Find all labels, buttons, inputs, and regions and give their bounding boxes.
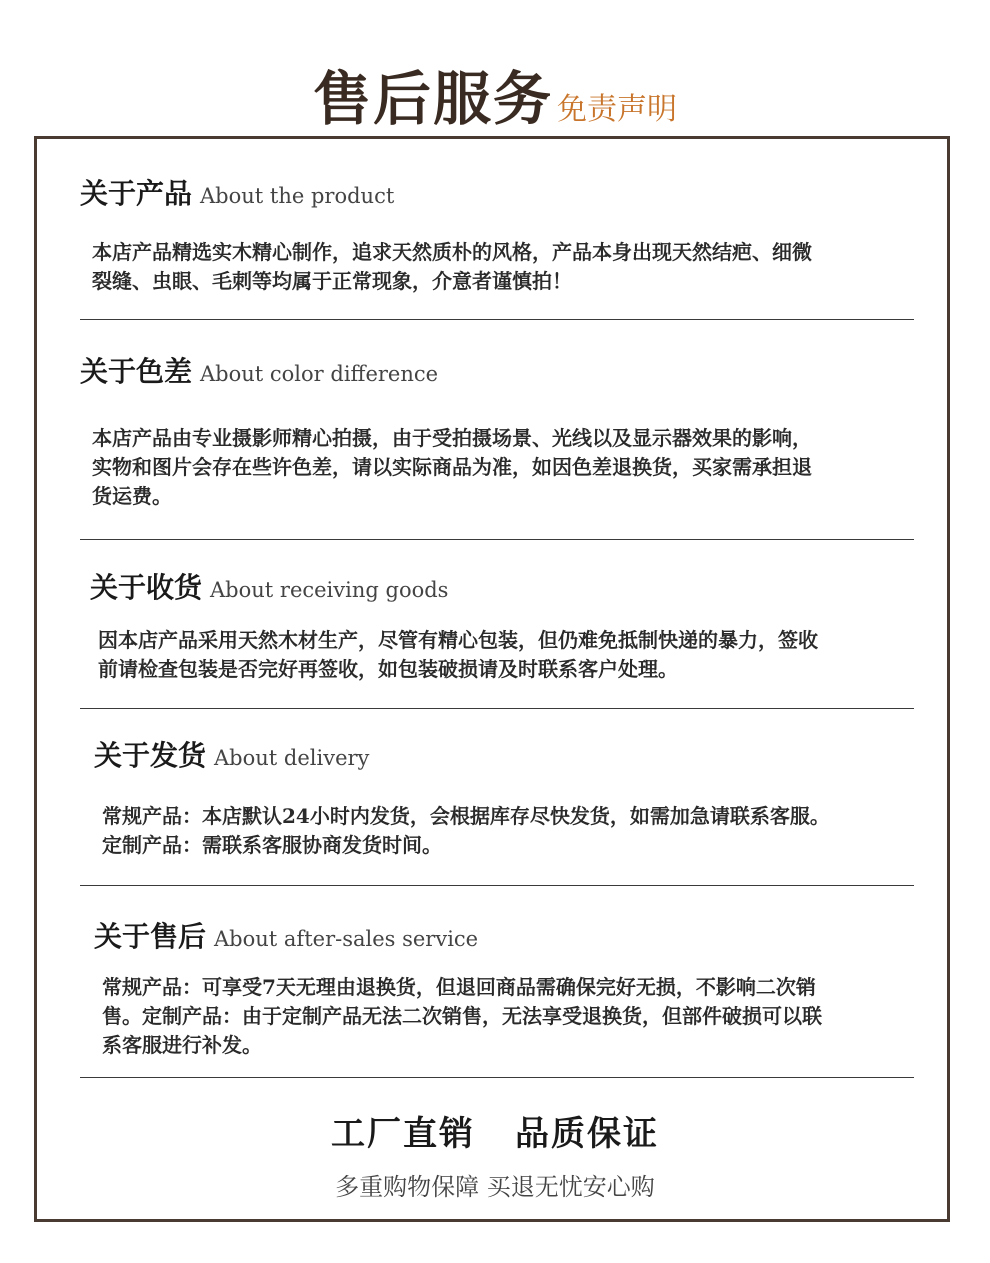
section-body bbox=[80, 238, 914, 296]
section-heading bbox=[80, 172, 914, 212]
body-line: 定制产品：需联系客服协商发货时间。 bbox=[102, 833, 442, 857]
section-title-en: About color difference bbox=[200, 362, 439, 386]
page-subtitle: 免责声明 bbox=[557, 92, 677, 127]
footer-slogan bbox=[0, 1106, 990, 1155]
body-line: 本店产品由专业摄影师精心拍摄，由于受拍摄场景、光线以及显示器效果的影响， bbox=[92, 426, 812, 450]
footer-tagline: 多重购物保障 买退无忧安心购 bbox=[335, 1173, 655, 1201]
section-title-en: About receiving goods bbox=[210, 578, 449, 602]
section-title-cn: 关于收货 bbox=[90, 571, 203, 604]
slogan-left: 工厂直销 bbox=[331, 1114, 475, 1154]
divider bbox=[80, 1077, 914, 1078]
section-title-cn: 关于售后 bbox=[94, 920, 207, 953]
section-title-cn: 关于产品 bbox=[80, 177, 193, 210]
section-receiving-goods bbox=[80, 566, 914, 684]
section-title-cn: 关于色差 bbox=[80, 355, 193, 388]
section-heading bbox=[80, 566, 914, 606]
body-line: 因本店产品采用天然木材生产，尽管有精心包装，但仍难免抵制快递的暴力，签收 bbox=[98, 628, 818, 652]
slogan-right: 品质保证 bbox=[515, 1114, 659, 1154]
section-title-en: About delivery bbox=[214, 746, 370, 770]
section-heading bbox=[80, 734, 914, 774]
body-line: 系客服进行补发。 bbox=[102, 1033, 262, 1057]
divider bbox=[80, 319, 914, 320]
body-line: 本店产品精选实木精心制作，追求天然质朴的风格，产品本身出现天然结疤、细微 bbox=[92, 240, 812, 264]
section-heading bbox=[80, 350, 914, 390]
section-title-en: About after-sales service bbox=[214, 927, 479, 951]
section-body bbox=[80, 802, 914, 860]
body-line: 前请检查包装是否完好再签收，如包装破损请及时联系客户处理。 bbox=[98, 657, 678, 681]
section-heading bbox=[80, 915, 914, 955]
body-line: 常规产品：可享受7天无理由退换货，但退回商品需确保完好无损，不影响二次销 bbox=[102, 975, 816, 999]
body-line: 常规产品：本店默认24小时内发货，会根据库存尽快发货，如需加急请联系客服。 bbox=[102, 804, 830, 828]
divider bbox=[80, 708, 914, 709]
section-body bbox=[80, 424, 914, 511]
body-line: 实物和图片会存在些许色差，请以实际商品为准，如因色差退换货，买家需承担退 bbox=[92, 455, 812, 479]
footer bbox=[0, 1106, 990, 1202]
body-line: 裂缝、虫眼、毛刺等均属于正常现象，介意者谨慎拍！ bbox=[92, 269, 572, 293]
page-title: 售后服务 bbox=[312, 65, 553, 133]
page-header bbox=[0, 52, 990, 136]
divider bbox=[80, 539, 914, 540]
section-body bbox=[80, 973, 914, 1060]
section-body bbox=[80, 626, 914, 684]
body-line: 货运费。 bbox=[92, 484, 172, 508]
section-after-sales bbox=[80, 915, 914, 1060]
section-delivery bbox=[80, 734, 914, 860]
section-title-cn: 关于发货 bbox=[94, 739, 207, 772]
body-line: 售。定制产品：由于定制产品无法二次销售，无法享受退换货，但部件破损可以联 bbox=[102, 1004, 822, 1028]
section-product bbox=[80, 172, 914, 296]
section-title-en: About the product bbox=[200, 184, 395, 208]
section-color-difference bbox=[80, 350, 914, 511]
divider bbox=[80, 885, 914, 886]
